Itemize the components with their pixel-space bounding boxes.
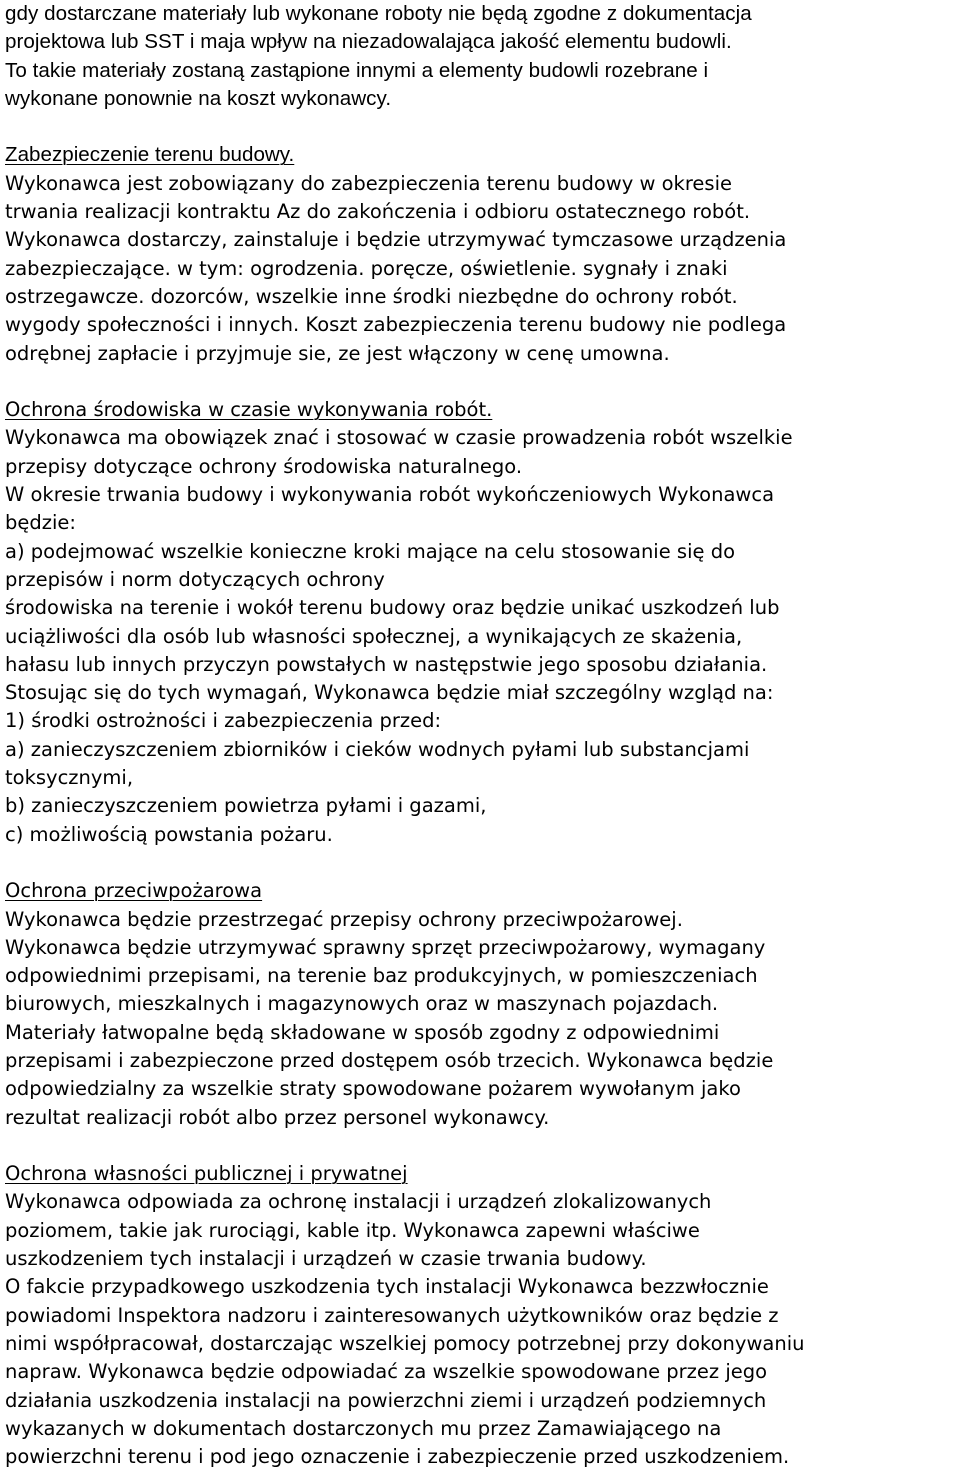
text-line: a) podejmować wszelkie konieczne kroki mające na celu stosowanie się do: [5, 539, 736, 563]
document-page: [5, 0, 960, 1471]
text-line: Wykonawca będzie utrzymywać sprawny sprzęt przeciwpożarowy, wymagany: [5, 935, 766, 959]
text-line: działania uszkodzenia instalacji na powierzchni ziemi i urządzeń podziemnych: [5, 1388, 767, 1412]
text-line: trwania realizacji kontraktu Az do zakończenia i odbioru ostatecznego robót.: [5, 200, 751, 224]
text-line: odrębnej zapłacie i przyjmuje sie, ze jest włączony w cenę umowna.: [5, 341, 670, 365]
text-line: hałasu lub innych przyczyn powstałych w następstwie jego sposobu działania.: [5, 652, 768, 676]
text-line: nimi współpracował, dostarczając wszelkiej pomocy potrzebnej przy dokonywaniu: [5, 1331, 805, 1355]
text-line: napraw. Wykonawca będzie odpowiadać za wszelkie spowodowane przez jego: [5, 1360, 768, 1384]
paragraph-gap: [5, 849, 960, 877]
text-line: a) zanieczyszczeniem zbiorników i cieków wodnych pyłami lub substancjami: [5, 737, 750, 761]
text-line: projektowa lub SST i maja wpływ na niezadowalająca jakość elementu budowli.: [5, 30, 732, 54]
intro-paragraph: [5, 0, 960, 113]
text-line: c) możliwością powstania pożaru.: [5, 822, 333, 846]
text-line: przepisów i norm dotyczących ochrony: [5, 567, 385, 591]
text-line: gdy dostarczane materiały lub wykonane roboty nie będą zgodne z dokumentacja: [5, 2, 752, 25]
text-line: uciążliwości dla osób lub własności społecznej, a wynikających ze skażenia,: [5, 624, 743, 648]
text-line: zabezpieczające. w tym: ogrodzenia. poręcze, oświetlenie. sygnały i znaki: [5, 256, 728, 280]
text-line: powierzchni terenu i pod jego oznaczenie i zabezpieczenie przed uszkodzeniem.: [5, 1445, 790, 1469]
text-line: W okresie trwania budowy i wykonywania robót wykończeniowych Wykonawca: [5, 483, 775, 507]
text-line: toksycznymi,: [5, 766, 134, 790]
text-line: O fakcie przypadkowego uszkodzenia tych instalacji Wykonawca bezzwłocznie: [5, 1275, 769, 1299]
paragraph-gap: [5, 368, 960, 396]
text-line: wykonane ponownie na koszt wykonawcy.: [5, 86, 392, 110]
text-line: środowiska na terenie i wokół terenu budowy oraz będzie unikać uszkodzeń lub: [5, 596, 780, 620]
text-line: przepisy dotyczące ochrony środowiska naturalnego.: [5, 454, 523, 478]
text-line: poziomem, takie jak rurociągi, kable itp. Wykonawca zapewni właściwe: [5, 1218, 700, 1242]
text-line: Stosując się do tych wymagań, Wykonawca będzie miał szczególny wzgląd na:: [5, 681, 774, 705]
text-line: Wykonawca odpowiada za ochronę instalacji i urządzeń zlokalizowanych: [5, 1190, 712, 1214]
text-line: b) zanieczyszczeniem powietrza pyłami i gazami,: [5, 794, 487, 818]
text-line: przepisami i zabezpieczone przed dostępem osób trzecich. Wykonawca będzie: [5, 1048, 774, 1072]
text-line: odpowiedzialny za wszelkie straty spowodowane pożarem wywołanym jako: [5, 1077, 741, 1101]
text-line: Wykonawca będzie przestrzegać przepisy ochrony przeciwpożarowej.: [5, 907, 683, 931]
section-property-protection: [5, 1160, 960, 1471]
text-line: Wykonawca jest zobowiązany do zabezpieczenia terenu budowy w okresie: [5, 171, 733, 195]
text-line: powiadomi Inspektora nadzoru i zainteresowanych użytkowników oraz będzie z: [5, 1303, 779, 1327]
text-line: będzie:: [5, 511, 76, 535]
text-line: wykazanych w dokumentach dostarczonych mu przez Zamawiającego na: [5, 1416, 722, 1440]
text-line: Wykonawca dostarczy, zainstaluje i będzie utrzymywać tymczasowe urządzenia: [5, 228, 787, 252]
section-fire-protection: [5, 877, 960, 1132]
section-environment-protection: [5, 396, 960, 849]
text-line: uszkodzeniem tych instalacji i urządzeń w czasie trwania budowy.: [5, 1247, 647, 1271]
text-line: ostrzegawcze. dozorców, wszelkie inne środki niezbędne do ochrony robót.: [5, 284, 738, 308]
text-line: biurowych, mieszkalnych i magazynowych oraz w maszynach pojazdach.: [5, 992, 719, 1016]
paragraph-gap: [5, 1132, 960, 1160]
section-heading: Ochrona przeciwpożarowa: [5, 879, 263, 903]
text-line: Materiały łatwopalne będą składowane w sposób zgodny z odpowiednimi: [5, 1020, 720, 1044]
text-line: To takie materiały zostaną zastąpione innymi a elementy budowli rozebrane i: [5, 58, 709, 82]
paragraph-gap: [5, 113, 960, 141]
section-heading: Ochrona własności publicznej i prywatnej: [5, 1162, 408, 1186]
text-line: odpowiednimi przepisami, na terenie baz produkcyjnych, w pomieszczeniach: [5, 964, 758, 988]
text-line: 1) środki ostrożności i zabezpieczenia przed:: [5, 709, 442, 733]
section-heading: Ochrona środowiska w czasie wykonywania robót.: [5, 398, 493, 422]
text-line: wygody społeczności i innych. Koszt zabezpieczenia terenu budowy nie podlega: [5, 313, 787, 337]
text-line: Wykonawca ma obowiązek znać i stosować w czasie prowadzenia robót wszelkie: [5, 426, 793, 450]
text-line: rezultat realizacji robót albo przez personel wykonawcy.: [5, 1105, 550, 1129]
section-site-security: [5, 141, 960, 367]
section-heading: Zabezpieczenie terenu budowy.: [5, 143, 295, 167]
